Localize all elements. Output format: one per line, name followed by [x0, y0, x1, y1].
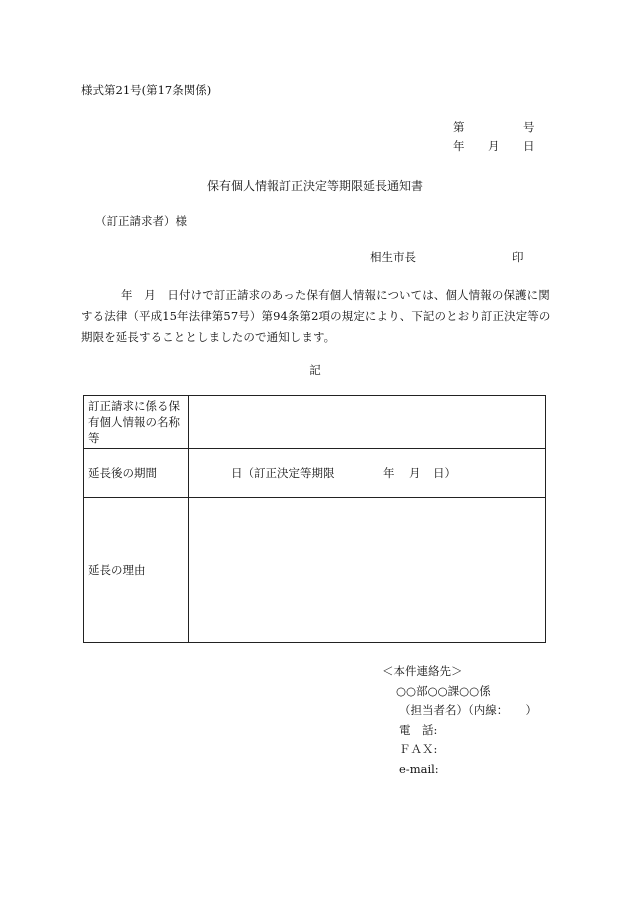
date-day: 日 [523, 139, 535, 153]
table-row-reason [84, 498, 546, 643]
contact-person: （担当者名）（内線： ） [399, 703, 537, 717]
table-row-extension-period [84, 449, 546, 498]
value-extension-period [189, 449, 546, 498]
form-number: 様式第21号(第17条関係) [81, 83, 212, 97]
period-day-close: 日） [433, 466, 456, 480]
contact-fax: ＦＡＸ: [399, 742, 438, 756]
addressee: （訂正請求者）様 [95, 214, 187, 228]
body-paragraph: 年 月 日付けで訂正請求のあった保有個人情報については、個人情報の保護に関する法律（平成15年法律第57号）第94条第2項の規定により、下記のとおり訂正決定等の期限を延長することとしましたので通知します。 [81, 288, 551, 344]
seal-mark: 印 [512, 250, 524, 264]
value-reason [189, 498, 546, 643]
document-number-suffix: 号 [523, 120, 535, 134]
contact-block [382, 662, 537, 779]
issuer-name: 相生市長 [370, 250, 416, 264]
period-month: 月 [409, 466, 421, 480]
value-info-name [189, 396, 546, 449]
kigou-heading: 記 [309, 363, 321, 377]
contact-phone: 電 話: [399, 722, 438, 737]
period-year: 年 [383, 466, 395, 480]
table-row-info-name [84, 396, 546, 449]
date-month: 月 [488, 139, 500, 153]
label-reason: 延長の理由 [84, 498, 189, 643]
label-extension-period: 延長後の期間 [84, 449, 189, 498]
detail-table [83, 395, 546, 643]
date-year: 年 [453, 139, 465, 153]
document-title: 保有個人情報訂正決定等期限延長通知書 [206, 179, 423, 193]
label-info-name: 訂正請求に係る保有個人情報の名称等 [84, 396, 189, 449]
contact-department: ○○部○○課○○係 [396, 683, 491, 698]
document-number-label: 第 [453, 120, 465, 134]
contact-heading: ＜本件連絡先＞ [382, 664, 463, 678]
contact-email: e-mail: [399, 761, 439, 776]
period-day-deadline: 日（訂正決定等期限 [231, 466, 335, 480]
